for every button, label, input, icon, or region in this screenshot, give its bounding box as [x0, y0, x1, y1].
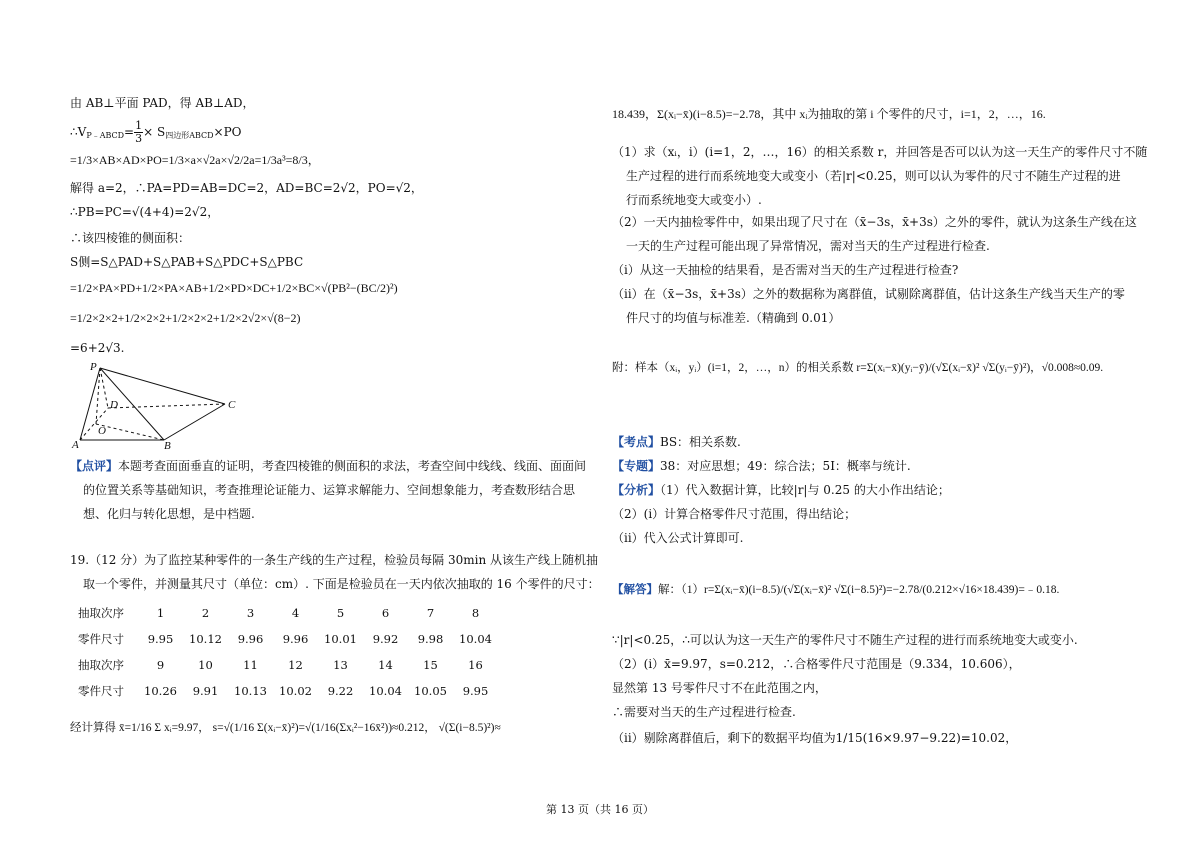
edge-ob: [96, 424, 164, 440]
answer-line-1: ∵|r|<0.25，∴可以认为这一天生产的零件尺寸不随生产过程的进行而系统地变大或变小.: [612, 633, 1078, 647]
line-s-result: =6+2√3.: [70, 341, 125, 355]
table-row: [78, 626, 498, 652]
fenxi-line-3: （ii）代入公式计算即可.: [612, 531, 744, 545]
table-cell: 9.95: [147, 632, 174, 646]
table-cell: 9: [156, 658, 165, 672]
line-pb-pc: ∴PB=PC=√(4+4)=2√2，: [70, 205, 220, 219]
table-cell: 13: [333, 658, 348, 672]
edge-pc: [100, 368, 225, 404]
edge-dc: [108, 404, 225, 408]
table-cell: 9.96: [237, 632, 264, 646]
table-cell: 5: [336, 606, 345, 620]
label-b: B: [164, 440, 171, 450]
table-cell: 8: [471, 606, 480, 620]
q1-line-2: 生产过程的进行而系统地变大或变小（若|r|<0.25，则可以认为零件的尺寸不随生产过程的进: [626, 169, 1121, 183]
kaodian-line: 【考点】BS：相关系数.: [612, 435, 741, 449]
table-cell: 10.04: [369, 684, 402, 698]
line-solve-a: 解得 a=2，∴PA=PD=AB=DC=2，AD=BC=2√2，PO=√2，: [70, 181, 423, 195]
zhuanti-line: 【专题】38：对应思想；49：综合法；5I：概率与统计.: [612, 459, 911, 473]
table-cell: 7: [426, 606, 435, 620]
fenxi-tag: 【分析】: [612, 483, 661, 497]
q2-line-1: （2）一天内抽检零件中，如果出现了尺寸在（x̄−3s，x̄+3s）之外的零件，就认为这条生产线在这: [612, 215, 1137, 229]
table-cell: 16: [468, 658, 483, 672]
table-cell: 4: [291, 606, 300, 620]
line-s-values: =1/2×2×2+1/2×2×2+1/2×2×2+1/2×2√2×√(8−2): [70, 311, 301, 325]
table-cell: 12: [288, 658, 303, 672]
page-footer: 第 13 页（共 16 页）: [546, 803, 654, 816]
comment-line-3: 想、化归与转化思想，是中档题.: [83, 507, 255, 521]
answer-line-2: （2）(i）x̄=9.97，s=0.212，∴合格零件尺寸范围是（9.334，10.606），: [612, 657, 1021, 671]
answer-line-5: （ii）剔除离群值后，剩下的数据平均值为1/15(16×9.97−9.22)=10.02，: [612, 731, 1018, 745]
table-cell: 10.04: [459, 632, 492, 646]
jieda-line: 【解答】解：（1）r=Σ(xᵢ−x̄)(i−8.5)/(√Σ(xᵢ−x̄)² √Σ(i−8.5)²)=−2.78/(0.212×√16×18.439)=﹣0.18.: [612, 584, 1060, 596]
answer-line-3: 显然第 13 号零件尺寸不在此范围之内，: [612, 681, 827, 695]
q1-line-1: （1）求（xᵢ，i）(i=1，2，…，16）的相关系数 r，并回答是否可以认为这一天生产的零件尺寸不随: [612, 145, 1148, 159]
q2-ii-line-2: 件尺寸的均值与标准差.（精确到 0.01）: [626, 311, 841, 325]
table-cell: 6: [381, 606, 390, 620]
fenxi-line: 【分析】（1）代入数据计算，比较|r|与 0.25 的大小作出结论；: [612, 483, 950, 497]
q2-ii-line-1: （ⅱ）在（x̄−3s，x̄+3s）之外的数据称为离群值，试剔除离群值，估计这条生产线当天生产的零: [612, 287, 1125, 301]
table-cell: 2: [201, 606, 210, 620]
fraction: $\frac{1}{3}$: [135, 119, 143, 145]
line-volume: $\therefore V_{P﹣ABCD}=$ $\frac{1}{3}$ × $S_{四边形ABCD}\times PO$: [70, 119, 242, 145]
table-cell: 11: [243, 658, 258, 672]
answer-line-4: ∴需要对当天的生产过程进行检查.: [612, 705, 796, 719]
table-cell: 10.12: [189, 632, 222, 646]
q19-line-1: 19.（12 分）为了监控某种零件的一条生产线的生产过程，检验员每隔 30min 从该生产线上随机抽: [70, 553, 599, 567]
right-line-1: 18.439，Σ(xᵢ−x̄)(i−8.5)=−2.78，其中 xᵢ为抽取的第 i 个零件的尺寸，i=1，2，…，16.: [612, 107, 1046, 121]
parts-table: [78, 600, 498, 704]
table-row-header: 抽取次序: [78, 658, 124, 672]
comment-line-2: 的位置关系等基础知识，考查推理论证能力、运算求解能力、空间想象能力，考查数形结合思: [83, 483, 576, 497]
q2-line-2: 一天的生产过程可能出现了异常情况，需对当天的生产过程进行检查.: [626, 239, 990, 253]
table-row: [78, 678, 498, 704]
line-volume-calc: =1/3×AB×AD×PO=1/3×a×√2a×√2/2a=1/3a³=8/3，: [70, 153, 320, 167]
comment-tag: 【点评】: [70, 459, 119, 473]
edge-bc: [164, 404, 225, 440]
table-cell: 3: [246, 606, 255, 620]
pyramid-figure: [70, 358, 240, 450]
q19-line-2: 取一个零件，并测量其尺寸（单位：cm）. 下面是检验员在一天内依次抽取的 16 个零件的尺寸：: [83, 577, 600, 591]
table-row: [78, 652, 498, 678]
table-cell: 9.92: [372, 632, 399, 646]
line-s-sum: S侧=S△PAD+S△PAB+S△PDC+S△PBC: [70, 255, 304, 269]
appendix-formula: 附：样本（xᵢ，yᵢ）(i=1，2，…，n）的相关系数 r=Σ(xᵢ−x̄)(yᵢ−ȳ)/(√Σ(xᵢ−x̄)² √Σ(yᵢ−ȳ)²)，√0.008≈0.09.: [612, 362, 1104, 374]
fenxi-line-2: （2）(i）计算合格零件尺寸范围，得出结论；: [612, 507, 857, 521]
table-cell: 15: [423, 658, 438, 672]
table-cell: 10.01: [324, 632, 357, 646]
label-d: D: [110, 399, 118, 411]
table-cell: 9.95: [462, 684, 489, 698]
table-cell: 9.91: [192, 684, 219, 698]
table-cell: 10.02: [279, 684, 312, 698]
table-row-header: 零件尺寸: [78, 632, 124, 646]
table-row-header: 抽取次序: [78, 606, 124, 620]
table-row: [78, 600, 498, 626]
table-cell: 10.13: [234, 684, 267, 698]
label-o: O: [98, 425, 106, 437]
label-a: A: [72, 439, 79, 450]
line-s-expand: =1/2×PA×PD+1/2×PA×AB+1/2×PD×DC+1/2×BC×√(PB²−(BC/2)²): [70, 281, 398, 295]
comment-line-1: 【点评】本题考查面面垂直的证明，考查四棱锥的侧面积的求法，考查空间中线线、线面、面面间: [70, 459, 587, 473]
q2-i: （ⅰ）从这一天抽检的结果看，是否需对当天的生产过程进行检查?: [612, 263, 959, 277]
line-lateral-area: ∴该四棱锥的侧面积：: [70, 231, 191, 245]
table-row-header: 零件尺寸: [78, 684, 124, 698]
edge-pd: [100, 368, 108, 408]
line-ab-perp: 由 AB⊥平面 PAD，得 AB⊥AD，: [70, 96, 255, 110]
table-cell: 10.05: [414, 684, 447, 698]
calc-line: 经计算得 x̄=1/16 Σ xᵢ=9.97， s=√(1/16 Σ(xᵢ−x̄)²)=√(1/16(Σxᵢ²−16x̄²))≈0.212， √(Σ(i−8.5)²)≈: [70, 722, 501, 734]
table-cell: 9.98: [417, 632, 444, 646]
table-cell: 1: [156, 606, 165, 620]
table-cell: 10: [198, 658, 213, 672]
table-cell: 9.22: [327, 684, 354, 698]
q1-line-3: 行而系统地变大或变小）.: [626, 193, 762, 207]
table-cell: 10.26: [144, 684, 177, 698]
jieda-tag: 【解答】: [612, 584, 658, 596]
kaodian-tag: 【考点】: [612, 435, 661, 449]
table-cell: 9.96: [282, 632, 309, 646]
label-p: P: [90, 361, 97, 373]
label-c: C: [228, 399, 236, 411]
zhuanti-tag: 【专题】: [612, 459, 661, 473]
table-cell: 14: [378, 658, 393, 672]
